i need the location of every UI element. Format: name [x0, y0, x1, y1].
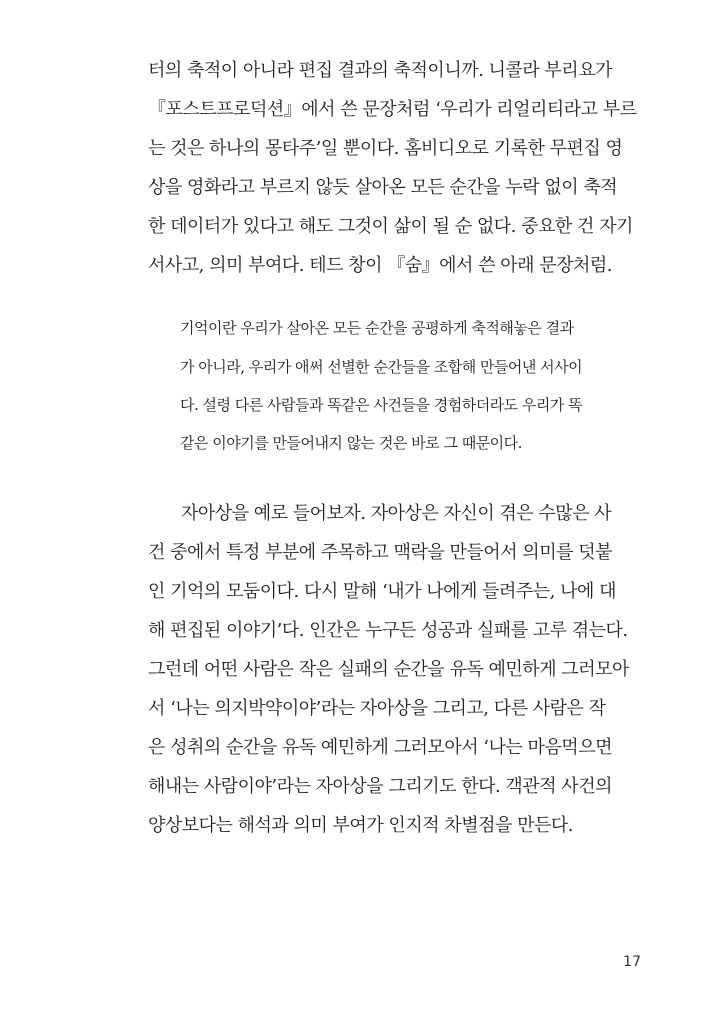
paragraph-2-line-8: 해내는 사람이야’라는 자아상을 그리기도 한다. 객관적 사건의 [148, 776, 612, 797]
paragraph-2-line-6: 서 ‘나는 의지박약이야’라는 자아상을 그리고, 다른 사람은 작 [148, 698, 606, 719]
paragraph-2-line-1: 자아상을 예로 들어보자. 자아상은 자신이 겪은 수많은 사 [181, 503, 612, 524]
paragraph-2 [148, 0, 640, 850]
quote-line-4: 같은 이야기를 만들어내지 않는 것은 바로 그 때문이다. [180, 434, 522, 452]
paragraph-2-line-9: 양상보다는 해석과 의미 부여가 인지적 차별점을 만든다. [148, 815, 573, 836]
paragraph-2-line-4: 해 편집된 이야기’다. 인간은 누구든 성공과 실패를 고루 겪는다. [148, 620, 628, 641]
paragraph-1-line-3: 는 것은 하나의 몽타주’일 뿐이다. 홈비디오로 기록한 무편집 영 [148, 138, 623, 159]
paragraph-1-line-2: 『포스트프로덕션』에서 쓴 문장처럼 ‘우리가 리얼리티라고 부르 [148, 99, 637, 120]
paragraph-2-line-5: 그런데 어떤 사람은 작은 실패의 순간을 유독 예민하게 그러모아 [148, 659, 629, 680]
paragraph-1-line-6: 서사고, 의미 부여다. 테드 창이 『숨』에서 쓴 아래 문장처럼. [148, 255, 612, 276]
paragraph-2-line-2: 건 중에서 특정 부분에 주목하고 맥락을 만들어서 의미를 덧붙 [148, 542, 612, 563]
paragraph-1-line-1: 터의 축적이 아니라 편집 결과의 축적이니까. 니콜라 부리요가 [148, 60, 612, 81]
paragraph-1-line-5: 한 데이터가 있다고 해도 그것이 삶이 될 순 없다. 중요한 건 자기 [148, 216, 633, 237]
paragraph-2-line-7: 은 성취의 순간을 유독 예민하게 그러모아서 ‘나는 마음먹으면 [148, 737, 612, 758]
quote-line-1: 기억이란 우리가 살아온 모든 순간을 공평하게 축적해놓은 결과 [180, 319, 574, 337]
paragraph-1-line-4: 상을 영화라고 부르지 않듯 살아온 모든 순간을 누락 없이 축적 [148, 177, 618, 198]
paragraph-2-line-3: 인 기억의 모둠이다. 다시 말해 ‘내가 나에게 들려주는, 나에 대 [148, 581, 616, 602]
quote-line-2: 가 아니라, 우리가 애써 선별한 순간들을 조합해 만들어낸 서사이 [180, 358, 583, 376]
page-number: 17 [623, 954, 641, 970]
quote-line-3: 다. 설령 다른 사람들과 똑같은 사건들을 경험하더라도 우리가 똑 [180, 396, 583, 414]
